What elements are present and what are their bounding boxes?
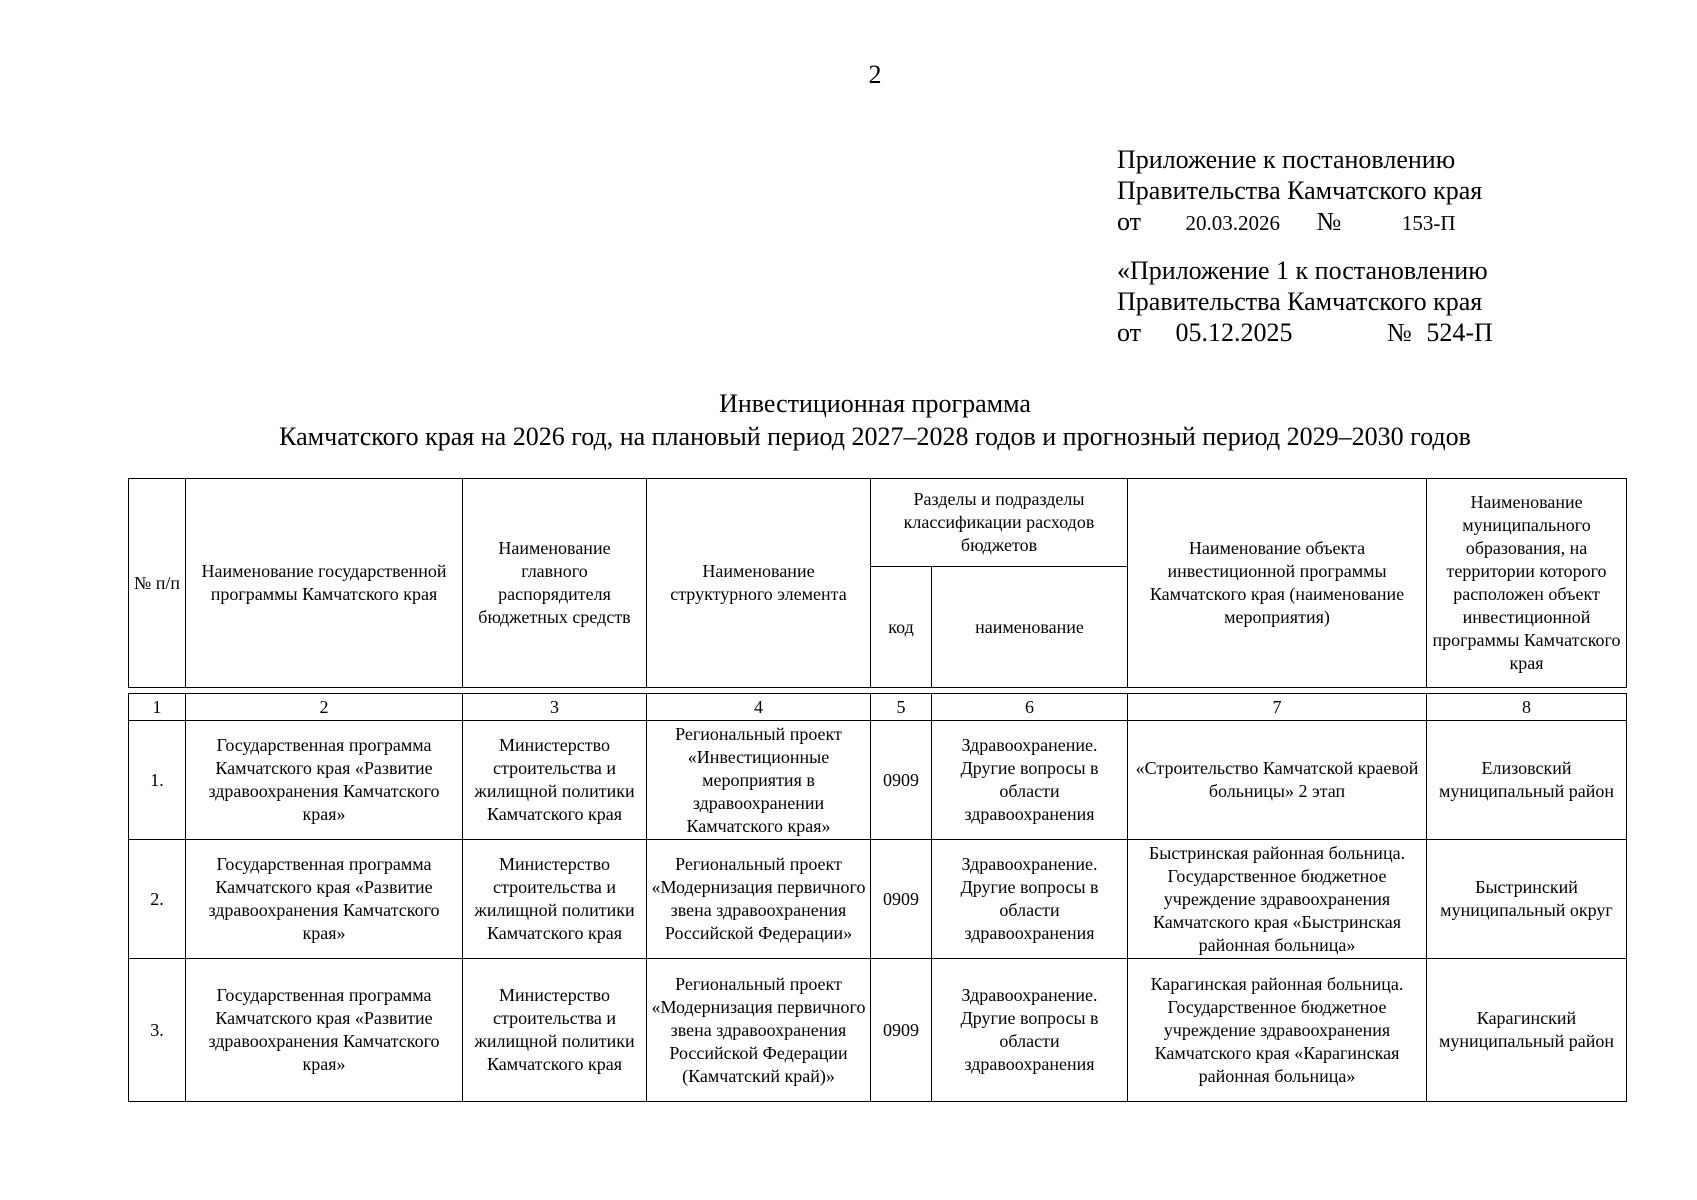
page-number: 2 [868,60,882,89]
document-title [0,387,1697,453]
row-code: 0909 [871,721,932,840]
row-object: Быстринская районная больница. Государственное бюджетное учреждение здравоохранения Камчатского края «Быстринская районная больница» [1128,840,1427,959]
prev-appendix-line-2: Правительства Камчатского края [1117,287,1483,316]
row-code: 0909 [871,840,932,959]
header-sections: Разделы и подразделы классификации расходов бюджетов [871,479,1128,567]
number-label: № [1316,207,1342,236]
row-element: Региональный проект «Модернизация первичного звена здравоохранения Российской Федерации (Камчатский край)» [647,959,871,1102]
prev-appendix-date-line [1117,317,1537,348]
row-num: 1. [129,721,186,840]
header-municipality: Наименование муниципального образования, на территории которого расположен объект инвестиционной программы Камчатского края [1427,479,1627,688]
title-line-1: Инвестиционная программа [719,389,1031,418]
column-number: 1 [129,694,186,721]
table-body [128,693,1627,1102]
appendix-line-2: Правительства Камчатского края [1117,176,1483,205]
appendix-block [1117,144,1537,348]
row-code: 0909 [871,959,932,1102]
row-section-name: Здравоохранение. Другие вопросы в области здравоохранения [932,959,1128,1102]
row-program: Государственная программа Камчатского края «Развитие здравоохранения Камчатского края» [186,840,463,959]
header-num: № п/п [129,479,186,688]
column-number: 8 [1427,694,1627,721]
row-municipality: Карагинский муниципальный район [1427,959,1627,1102]
table-header [128,478,1627,688]
row-manager: Министерство строительства и жилищной политики Камчатского края [463,721,647,840]
decree-number: 153-П [1401,211,1456,235]
table-row [129,959,1627,1102]
column-number-row [129,694,1627,721]
column-number: 3 [463,694,647,721]
column-number: 5 [871,694,932,721]
header-program: Наименование государственной программы Камчатского края [186,479,463,688]
header-manager: Наименование главного распорядителя бюджетных средств [463,479,647,688]
table-row [129,840,1627,959]
title-line-2: Камчатского края на 2026 год, на плановый период 2027–2028 годов и прогнозный период 2029–2030 годов [279,422,1471,451]
prev-appendix-line-1: «Приложение 1 к постановлению [1117,256,1488,285]
row-num: 2. [129,840,186,959]
row-section-name: Здравоохранение. Другие вопросы в области здравоохранения [932,840,1128,959]
column-number: 4 [647,694,871,721]
row-num: 3. [129,959,186,1102]
prev-decree-date: 05.12.2025 [1175,318,1293,347]
prev-number-label: № [1387,318,1412,347]
prev-decree-number: 524-П [1426,318,1493,347]
row-element: Региональный проект «Инвестиционные мероприятия в здравоохранении Камчатского края» [647,721,871,840]
row-manager: Министерство строительства и жилищной политики Камчатского края [463,840,647,959]
row-manager: Министерство строительства и жилищной политики Камчатского края [463,959,647,1102]
row-element: Региональный проект «Модернизация первичного звена здравоохранения Российской Федерации» [647,840,871,959]
row-section-name: Здравоохранение. Другие вопросы в области здравоохранения [932,721,1128,840]
appendix-date-line [1117,206,1537,239]
header-object: Наименование объекта инвестиционной программы Камчатского края (наименование мероприятия) [1128,479,1427,688]
row-municipality: Быстринский муниципальный округ [1427,840,1627,959]
table-row [129,721,1627,840]
from-label: от [1117,207,1142,236]
row-municipality: Елизовский муниципальный район [1427,721,1627,840]
appendix-line-1: Приложение к постановлению [1117,145,1456,174]
row-object: «Строительство Камчатской краевой больницы» 2 этап [1128,721,1427,840]
prev-from-label: от [1117,318,1142,347]
row-object: Карагинская районная больница. Государственное бюджетное учреждение здравоохранения Камчатского края «Карагинская районная больница» [1128,959,1427,1102]
decree-date: 20.03.2026 [1185,211,1281,235]
header-code: код [871,567,932,688]
row-program: Государственная программа Камчатского края «Развитие здравоохранения Камчатского края» [186,721,463,840]
column-number: 7 [1128,694,1427,721]
row-program: Государственная программа Камчатского края «Развитие здравоохранения Камчатского края» [186,959,463,1102]
header-section-name: наименование [932,567,1128,688]
column-number: 6 [932,694,1128,721]
header-element: Наименование структурного элемента [647,479,871,688]
column-number: 2 [186,694,463,721]
